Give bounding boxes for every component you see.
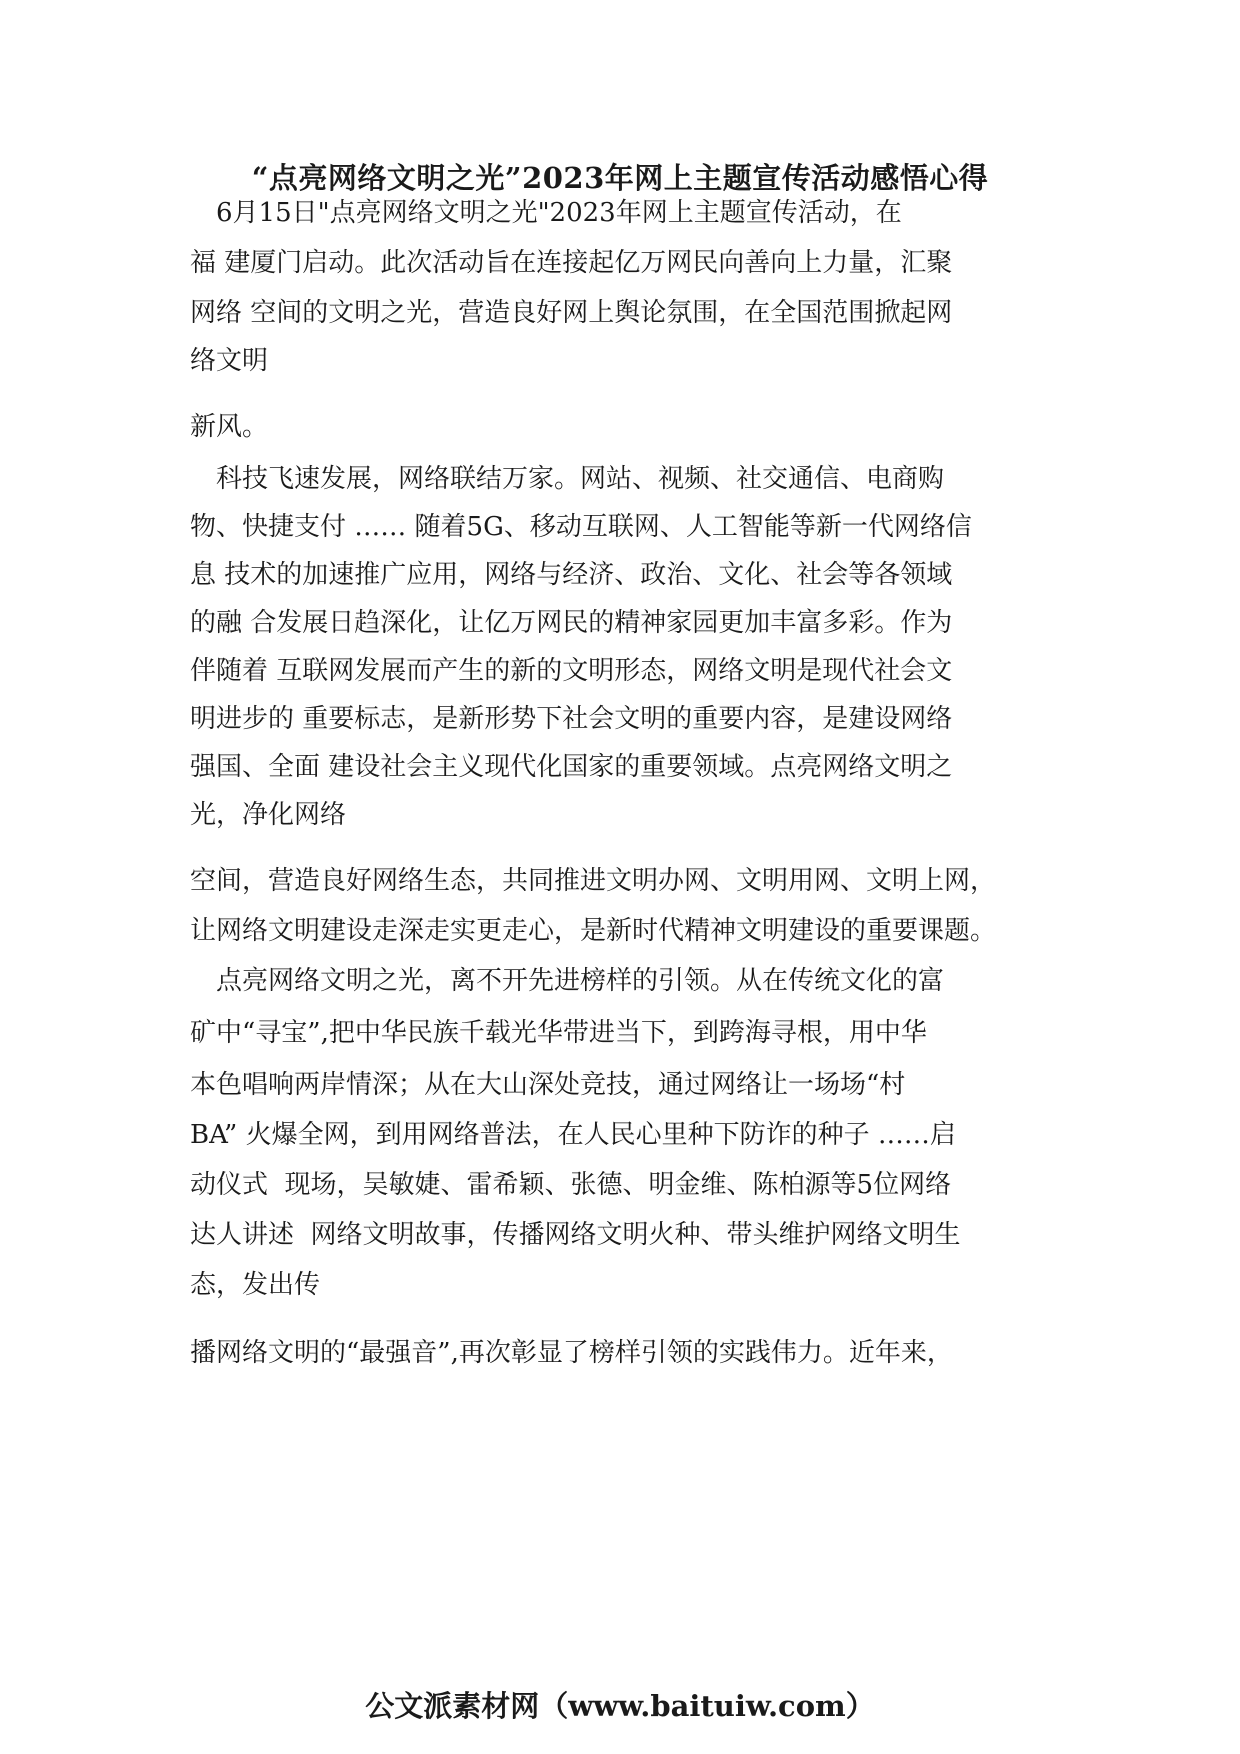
body-line: 播网络文明的“最强音”,再次彰显了榜样引领的实践伟力。近年来， (190, 1338, 953, 1368)
document-title: “点亮网络文明之光”2023年网上主题宣传活动感悟心得 (251, 161, 989, 195)
body-line: 福 建厦门启动。此次活动旨在连接起亿万网民向善向上力量，汇聚 (190, 248, 953, 278)
body-line: 新风。 (190, 412, 269, 442)
body-line: 6月15日"点亮网络文明之光"2023年网上主题宣传活动，在 (190, 198, 902, 228)
body-line: 明进步的 重要标志，是新形势下社会文明的重要内容，是建设网络 (190, 704, 953, 734)
body-line: 网络 空间的文明之光，营造良好网上舆论氛围，在全国范围掀起网 (190, 298, 953, 328)
body-line: BA” 火爆全网，到用网络普法，在人民心里种下防诈的种子 ……启 (190, 1120, 956, 1150)
body-line: 矿中“寻宝”,把中华民族千载光华带进当下，到跨海寻根，用中华 (190, 1018, 927, 1048)
body-line: 达人讲述 网络文明故事，传播网络文明火种、带头维护网络文明生 (190, 1220, 961, 1250)
body-line: 强国、全面 建设社会主义现代化国家的重要领域。点亮网络文明之 (190, 752, 953, 782)
body-line: 点亮网络文明之光，离不开先进榜样的引领。从在传统文化的富 (190, 966, 945, 996)
body-line: 态，发出传 (190, 1270, 321, 1300)
body-line: 物、快捷支付 …… 随着5G、移动互联网、人工智能等新一代网络信 (190, 512, 972, 542)
footer-watermark: 公文派素材网（www.baituiw.com） (365, 1689, 875, 1723)
body-line: 络文明 (190, 346, 269, 376)
body-line: 动仪式 现场，吴敏婕、雷希颖、张德、明金维、陈柏源等5位网络 (190, 1170, 952, 1200)
body-line: 的融 合发展日趋深化，让亿万网民的精神家园更加丰富多彩。作为 (190, 608, 953, 638)
body-line: 让网络文明建设走深走实更走心，是新时代精神文明建设的重要课题。 (190, 916, 997, 946)
body-line: 光，净化网络 (190, 800, 347, 830)
body-line: 空间，营造良好网络生态，共同推进文明办网、文明用网、文明上网， (190, 866, 997, 896)
body-line: 息 技术的加速推广应用，网络与经济、政治、文化、社会等各领域 (190, 560, 953, 590)
body-line: 伴随着 互联网发展而产生的新的文明形态，网络文明是现代社会文 (190, 656, 953, 686)
body-line: 科技飞速发展，网络联结万家。网站、视频、社交通信、电商购 (190, 464, 945, 494)
body-line: 本色唱响两岸情深；从在大山深处竞技，通过网络让一场场“村 (190, 1070, 906, 1100)
